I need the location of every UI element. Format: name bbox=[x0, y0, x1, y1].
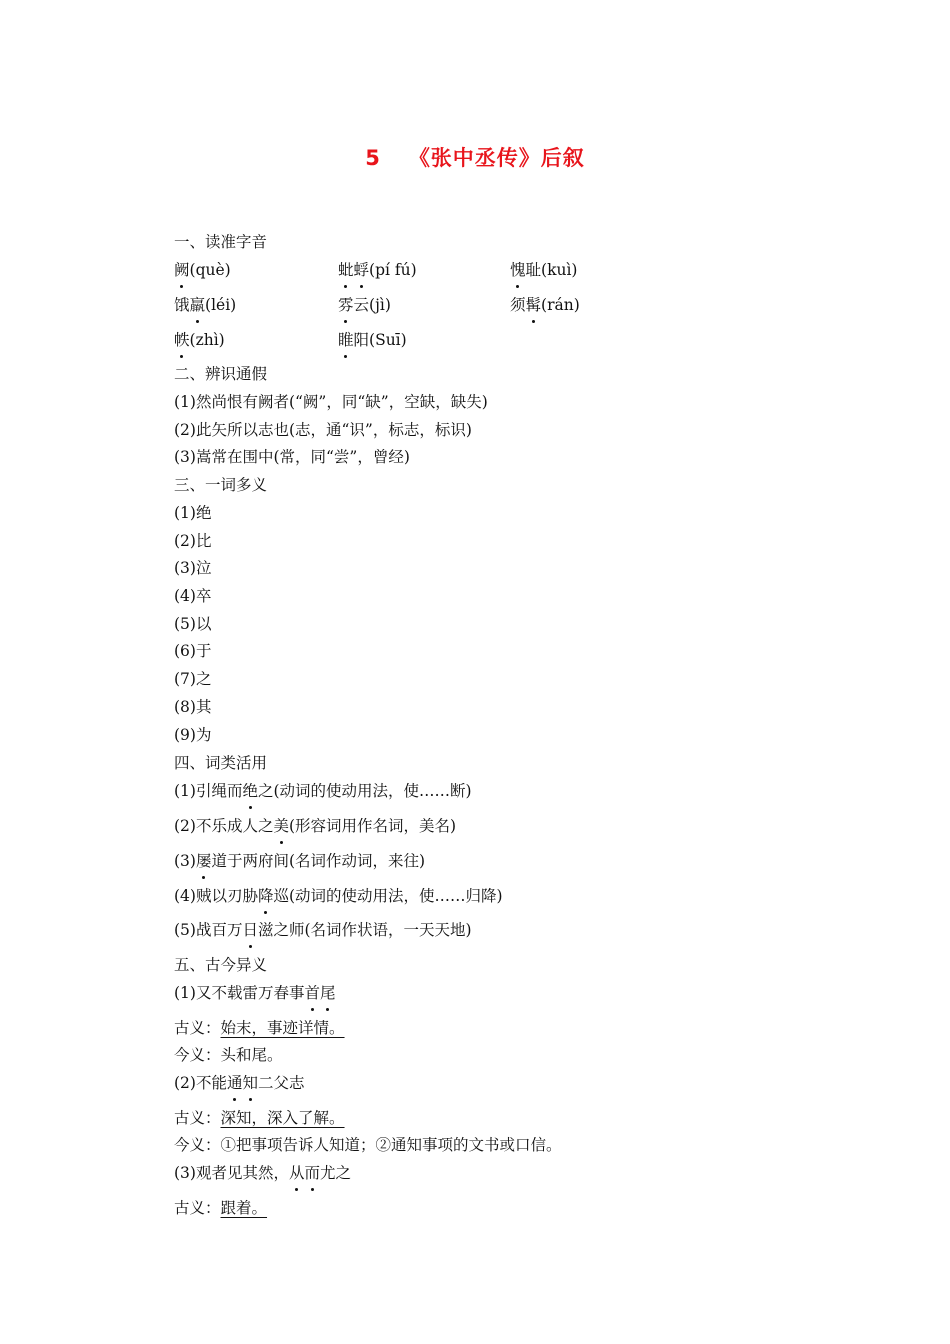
pronunciation-item: 饿羸(léi) bbox=[174, 296, 237, 314]
pronunciation-item: 阙(què) bbox=[174, 261, 231, 279]
polysemy-item: (7)之 bbox=[174, 670, 212, 688]
polysemy-item: (3)泣 bbox=[174, 559, 212, 577]
section-heading-ancient-modern: 五、古今异义 bbox=[174, 956, 268, 974]
modern-meaning: 今义：头和尾。 bbox=[174, 1046, 283, 1064]
page-title bbox=[0, 142, 950, 172]
lesson-number: 5 bbox=[365, 146, 381, 170]
section-heading-word-class: 四、词类活用 bbox=[174, 754, 268, 772]
modern-meaning: 今义：①把事项告诉人知道；②通知事项的文书或口信。 bbox=[174, 1136, 562, 1154]
word-class-item: (4)贼以刃胁降巡(动词的使动用法，使……归降) bbox=[174, 887, 503, 905]
word-class-item: (2)不乐成人之美(形容词用作名词，美名) bbox=[174, 817, 457, 835]
section-heading-polysemy: 三、一词多义 bbox=[174, 476, 268, 494]
word-class-item: (1)引绳而绝之(动词的使动用法，使……断) bbox=[174, 782, 472, 800]
polysemy-item: (5)以 bbox=[174, 615, 212, 633]
polysemy-item: (2)比 bbox=[174, 532, 212, 550]
pronunciation-item: 雰云(jì) bbox=[338, 296, 391, 314]
ancient-modern-question: (3)观者见其然，从而尤之 bbox=[174, 1164, 352, 1182]
polysemy-item: (8)其 bbox=[174, 698, 212, 716]
word-class-item: (3)屡道于两府间(名词作动词，来往) bbox=[174, 852, 426, 870]
pronunciation-item: 愧耻(kuì) bbox=[510, 261, 578, 279]
tongjia-item: (3)嵩常在围中(常，同“尝”，曾经) bbox=[174, 448, 410, 466]
ancient-modern-question: (1)又不载雷万春事首尾 bbox=[174, 984, 336, 1002]
polysemy-item: (9)为 bbox=[174, 726, 212, 744]
pronunciation-item: 睢阳(Suī) bbox=[338, 331, 407, 349]
polysemy-item: (6)于 bbox=[174, 642, 212, 660]
pronunciation-item: 蚍蜉(pí fú) bbox=[338, 261, 417, 279]
polysemy-item: (4)卒 bbox=[174, 587, 212, 605]
pronunciation-item: 帙(zhì) bbox=[174, 331, 225, 349]
ancient-meaning: 古义：深知，深入了解。 bbox=[174, 1109, 345, 1127]
pronunciation-item: 须髯(rán) bbox=[510, 296, 580, 314]
tongjia-item: (1)然尚恨有阙者(“阙”，同“缺”，空缺，缺失) bbox=[174, 393, 488, 411]
ancient-modern-question: (2)不能通知二父志 bbox=[174, 1074, 305, 1092]
ancient-meaning: 古义：跟着。 bbox=[174, 1199, 268, 1217]
ancient-meaning: 古义：始末，事迹详情。 bbox=[174, 1019, 345, 1037]
answer-underlined: 始末，事迹详情。 bbox=[220, 1019, 345, 1037]
lesson-title: 《张中丞传》后叙 bbox=[408, 146, 585, 170]
tongjia-item: (2)此矢所以志也(志，通“识”，标志，标识) bbox=[174, 421, 472, 439]
polysemy-item: (1)绝 bbox=[174, 504, 212, 522]
section-heading-tongjia: 二、辨识通假 bbox=[174, 365, 268, 383]
answer-underlined: 深知，深入了解。 bbox=[220, 1109, 345, 1127]
word-class-item: (5)战百万日滋之师(名词作状语，一天天地) bbox=[174, 921, 472, 939]
answer-underlined: 跟着。 bbox=[220, 1199, 268, 1217]
section-heading-pronunciation: 一、读准字音 bbox=[174, 233, 268, 251]
